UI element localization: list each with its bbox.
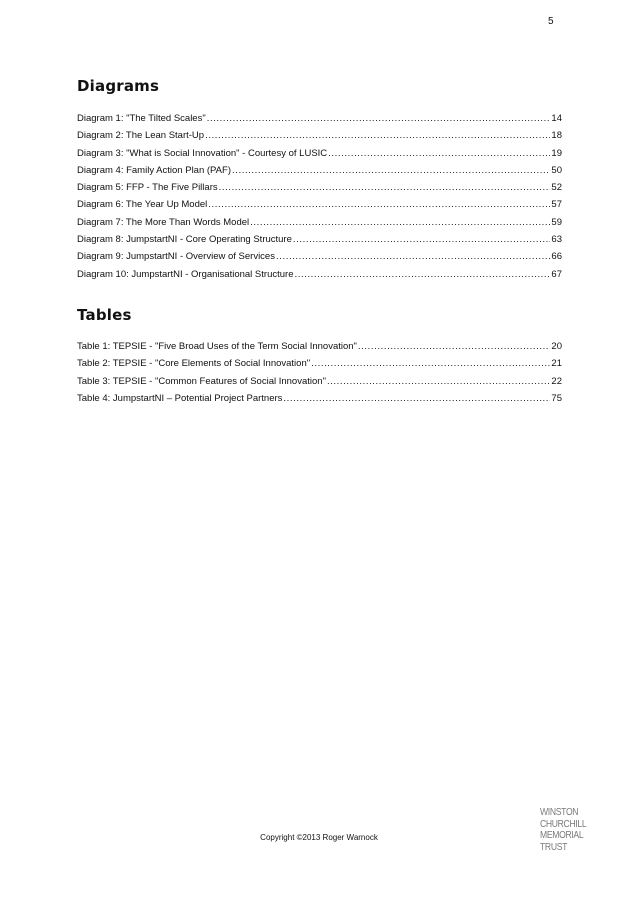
dot-leader [328, 145, 550, 162]
toc-entry[interactable] [77, 196, 562, 213]
toc-entry[interactable] [77, 390, 562, 407]
toc-entry-title: Diagram 8: JumpstartNI - Core Operating Structure [77, 234, 292, 246]
toc-entry-page: 21 [551, 358, 562, 370]
toc-entry-title: Diagram 9: JumpstartNI - Overview of Services [77, 251, 275, 263]
toc-entry[interactable] [77, 248, 562, 265]
toc-entry[interactable] [77, 338, 562, 355]
logo-line: TRUST [540, 840, 568, 853]
toc-entry-title: Diagram 10: JumpstartNI - Organisational Structure [77, 268, 294, 280]
toc-entry[interactable] [77, 231, 562, 248]
logo-line: CHURCHILL [540, 817, 587, 830]
dot-leader [293, 231, 551, 248]
dot-leader [205, 127, 550, 144]
dot-leader [207, 110, 551, 127]
dot-leader [327, 373, 550, 390]
toc-entry-title: Diagram 3: "What is Social Innovation" - Courtesy of LUSIC [77, 147, 328, 159]
toc-entry[interactable] [77, 110, 562, 127]
toc-entry-title: Diagram 4: Family Action Plan (PAF) [77, 164, 231, 176]
dot-leader [311, 355, 550, 372]
toc-entry[interactable] [77, 214, 562, 231]
toc-entry-page: 57 [551, 199, 562, 211]
dot-leader [232, 162, 550, 179]
tables-list [77, 338, 562, 407]
logo-line: MEMORIAL [540, 829, 584, 841]
diagrams-list [77, 110, 562, 283]
page-number: 5 [548, 16, 554, 27]
toc-entry-title: Diagram 1: "The Tilted Scales" [77, 113, 206, 124]
toc-entry-title: Diagram 7: The More Than Words Model [77, 216, 250, 228]
dot-leader [219, 179, 551, 196]
toc-entry-title: Table 2: TEPSIE - "Core Elements of Social Innovation" [77, 358, 311, 370]
copyright-text: Copyright ©2013 Roger Warnock [260, 833, 378, 842]
dot-leader [358, 338, 551, 355]
toc-entry[interactable] [77, 162, 562, 179]
toc-entry[interactable] [77, 355, 562, 372]
toc-entry-page: 14 [551, 113, 562, 124]
toc-entry-page: 52 [551, 182, 562, 194]
toc-entry-page: 20 [551, 341, 562, 352]
tables-heading: Tables [77, 306, 132, 324]
dot-leader [294, 266, 550, 283]
dot-leader [283, 390, 550, 407]
toc-entry[interactable] [77, 145, 562, 162]
toc-entry-page: 67 [551, 268, 562, 280]
toc-entry-page: 19 [551, 147, 562, 159]
toc-entry-title: Diagram 2: The Lean Start-Up [77, 130, 205, 142]
diagrams-heading: Diagrams [77, 77, 160, 95]
logo-line: WINSTON [540, 806, 579, 818]
toc-entry-page: 50 [551, 164, 562, 176]
toc-entry[interactable] [77, 127, 562, 144]
toc-entry-title: Table 1: TEPSIE - "Five Broad Uses of the Term Social Innovation" [77, 341, 357, 352]
toc-entry[interactable] [77, 373, 562, 390]
toc-entry[interactable] [77, 266, 562, 283]
toc-entry-title: Table 4: JumpstartNI – Potential Project Partners [77, 392, 283, 404]
dot-leader [276, 248, 550, 265]
toc-entry-page: 63 [551, 234, 562, 246]
churchill-trust-logo [540, 807, 586, 853]
toc-entry-page: 59 [551, 216, 562, 228]
toc-entry-title: Table 3: TEPSIE - "Common Features of Social Innovation" [77, 375, 326, 387]
dot-leader [250, 214, 550, 231]
toc-entry[interactable] [77, 179, 562, 196]
dot-leader [208, 196, 550, 213]
toc-entry-page: 75 [551, 392, 562, 404]
toc-entry-page: 66 [551, 251, 562, 263]
toc-entry-page: 18 [551, 130, 562, 142]
toc-entry-title: Diagram 6: The Year Up Model [77, 199, 208, 211]
toc-entry-title: Diagram 5: FFP - The Five Pillars [77, 182, 218, 194]
toc-entry-page: 22 [551, 375, 562, 387]
